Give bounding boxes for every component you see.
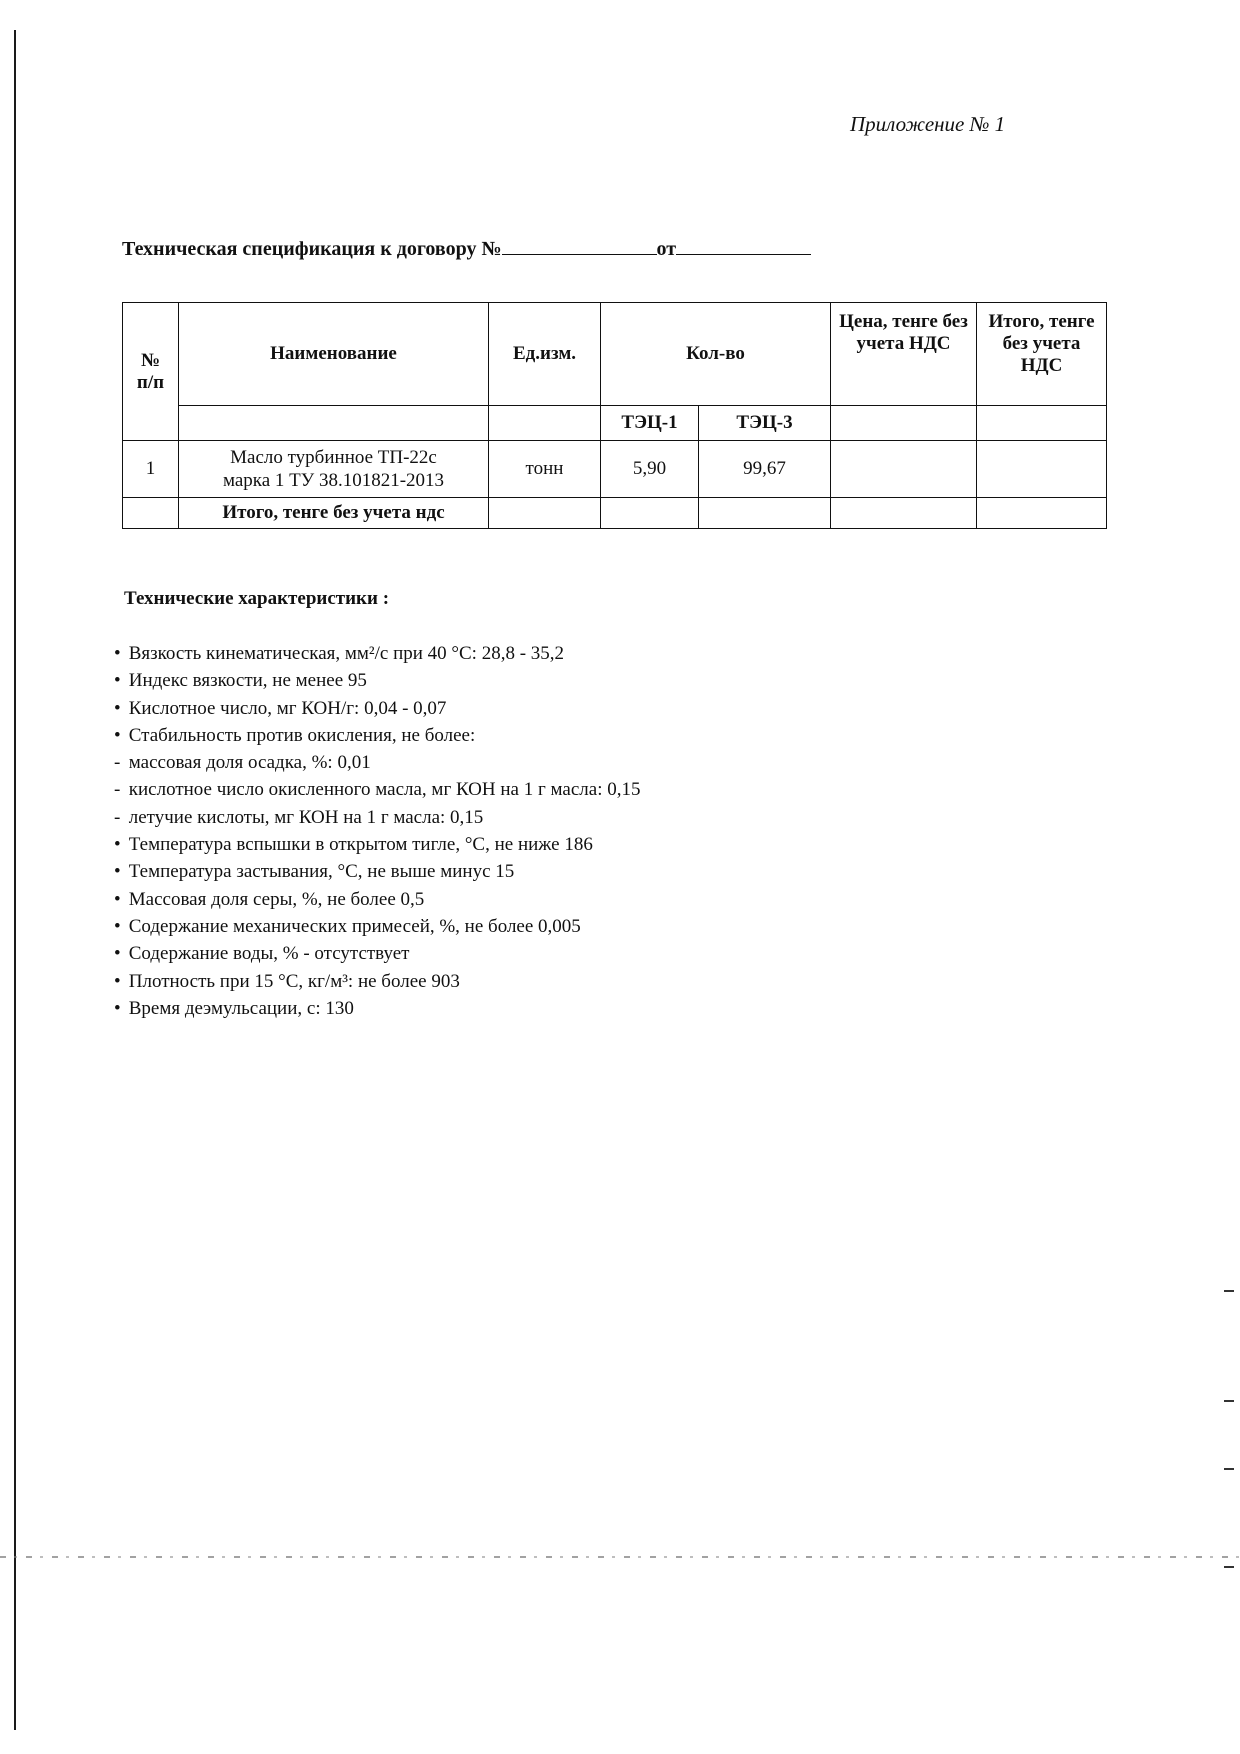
row-name-line2: марка 1 ТУ 38.101821-2013 (222, 470, 445, 491)
list-marker: • (114, 943, 121, 965)
scan-mark (1224, 1290, 1234, 1292)
list-marker: • (114, 643, 121, 664)
subheader-empty (179, 406, 489, 441)
header-num-line1: № (140, 349, 161, 371)
list-item (114, 640, 640, 667)
list-item-text: Содержание воды, % - отсутствует (128, 943, 410, 965)
list-item-text: Стабильность против окисления, не более: (128, 724, 476, 746)
row-name-line1: Масло турбинное ТП-22с (230, 447, 437, 468)
scan-dotted-line (0, 1556, 1240, 1558)
list-marker: • (114, 670, 121, 692)
table-total-row (123, 498, 1107, 529)
header-num-line2: п/п (136, 371, 165, 393)
header-price: Цена, тенге без учета НДС (831, 303, 977, 406)
list-item (114, 968, 640, 995)
row-name (179, 441, 489, 498)
header-unit: Ед.изм. (489, 303, 601, 406)
list-item-text: Температура застывания, °С, не выше минус 15 (128, 861, 515, 883)
row-price (831, 441, 977, 498)
row-tec1: 5,90 (601, 441, 699, 498)
scan-mark (1224, 1400, 1234, 1402)
list-marker: • (114, 861, 121, 883)
header-qty: Кол-во (601, 303, 831, 406)
header-total: Итого, тенге без учета НДС (977, 303, 1107, 406)
list-marker: - (114, 779, 121, 801)
subheader-empty (831, 406, 977, 441)
list-marker: • (114, 834, 121, 856)
contract-number-blank (502, 236, 657, 255)
list-item (114, 749, 640, 776)
appendix-label: Приложение № 1 (850, 112, 1006, 136)
scan-mark (1224, 1468, 1234, 1470)
total-empty (601, 498, 699, 529)
list-item (114, 858, 640, 885)
list-item (114, 831, 640, 858)
spec-title-prefix: Техническая спецификация к договору № (122, 238, 502, 260)
list-item-text: массовая доля осадка, %: 0,01 (128, 752, 371, 774)
list-marker: • (114, 970, 121, 992)
list-item (114, 722, 640, 749)
row-tec3: 99,67 (699, 441, 831, 498)
scan-mark (1224, 1566, 1234, 1568)
spec-title-from: от (656, 238, 677, 260)
list-item (114, 886, 640, 913)
list-item-text: Температура вспышки в открытом тигле, °С, не ниже 186 (128, 834, 593, 856)
total-empty (123, 498, 179, 529)
list-item (114, 913, 640, 940)
list-item-text: Содержание механических примесей, %, не более 0,005 (128, 915, 581, 937)
specification-table (122, 302, 1107, 529)
list-marker: - (114, 752, 121, 774)
list-item (114, 667, 640, 694)
list-item-text: Кислотное число, мг КОН/г: 0,04 - 0,07 (128, 697, 447, 719)
characteristics-list (114, 640, 640, 1022)
subheader-empty (489, 406, 601, 441)
row-unit: тонн (489, 441, 601, 498)
scan-edge-line (14, 30, 16, 1730)
list-item-text: Время деэмульсации, с: 130 (128, 997, 354, 1019)
list-item-text: летучие кислоты, мг КОН на 1 г масла: 0,15 (128, 806, 484, 828)
list-marker: • (114, 724, 121, 746)
subheader-tec1: ТЭЦ-1 (601, 406, 699, 441)
list-marker: • (114, 915, 121, 937)
list-item (114, 776, 640, 803)
total-empty (977, 498, 1107, 529)
contract-date-blank (676, 236, 811, 255)
list-item-text: кислотное число окисленного масла, мг КОН на 1 г масла: 0,15 (128, 779, 641, 801)
total-label: Итого, тенге без учета ндс (179, 498, 489, 529)
spec-title (122, 236, 811, 261)
tech-characteristics-title: Технические характеристики : (124, 588, 390, 609)
table-subheader-row (123, 406, 1107, 441)
list-marker: • (114, 888, 121, 910)
list-marker: • (114, 697, 121, 719)
list-item-text: Индекс вязкости, не менее 95 (128, 670, 367, 692)
row-total (977, 441, 1107, 498)
list-item (114, 695, 640, 722)
total-empty (831, 498, 977, 529)
header-name: Наименование (179, 303, 489, 406)
list-item-text: Плотность при 15 °С, кг/м³: не более 903 (128, 970, 460, 992)
list-item (114, 940, 640, 967)
list-item (114, 804, 640, 831)
table-row (123, 441, 1107, 498)
list-marker: • (114, 997, 121, 1019)
list-item-text: Вязкость кинематическая, мм²/с при 40 °С: 28,8 - 35,2 (128, 643, 565, 664)
list-item-text: Массовая доля серы, %, не более 0,5 (128, 888, 425, 910)
subheader-tec3: ТЭЦ-3 (699, 406, 831, 441)
list-marker: - (114, 806, 121, 828)
list-item (114, 995, 640, 1022)
row-index: 1 (123, 441, 179, 498)
table-header-row (123, 303, 1107, 406)
header-num (123, 303, 179, 441)
total-empty (489, 498, 601, 529)
total-empty (699, 498, 831, 529)
subheader-empty (977, 406, 1107, 441)
